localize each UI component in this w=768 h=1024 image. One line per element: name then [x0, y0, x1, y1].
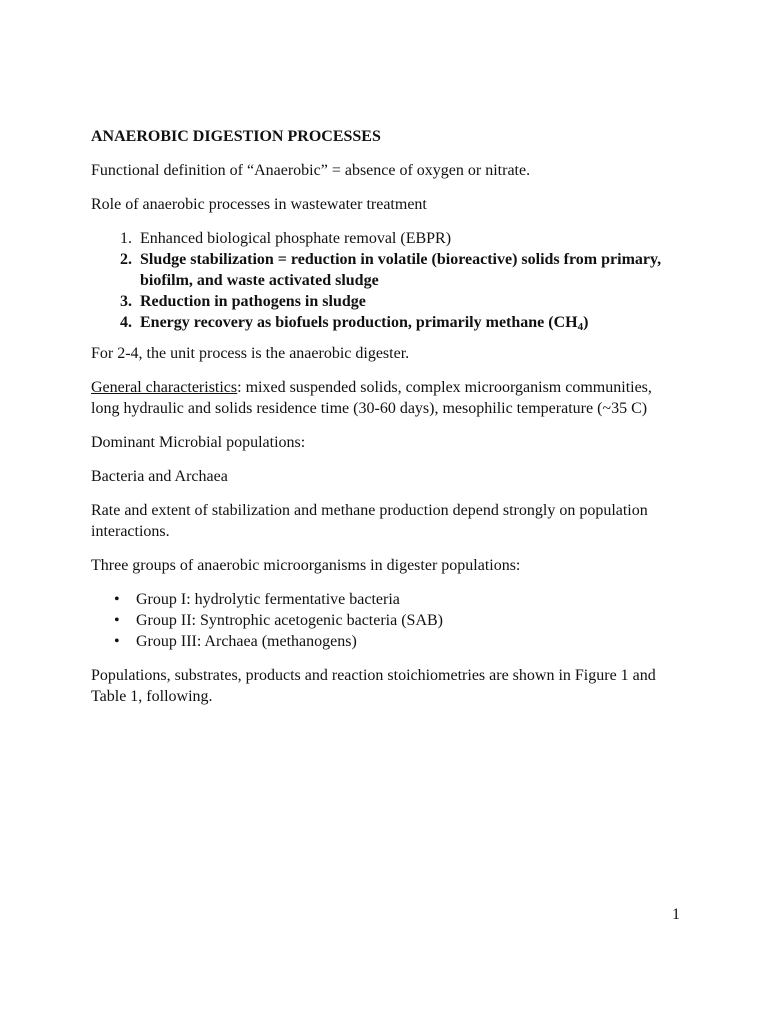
roles-list — [91, 228, 681, 333]
bullet-icon: • — [114, 612, 120, 629]
general-characteristics-paragraph — [91, 377, 681, 419]
groups-intro-paragraph: Three groups of anaerobic microorganisms in digester populations: — [91, 557, 521, 574]
bullet-icon: • — [114, 591, 120, 608]
roles-list-item: 2. Sludge stabilization = reduction in volatile (bioreactive) solids from primary, biofilm, and waste activated sludge — [136, 249, 681, 291]
groups-list-item: • Group II: Syntrophic acetogenic bacteria (SAB) — [114, 612, 444, 629]
closing-paragraph: Populations, substrates, products and reaction stoichiometries are shown in Figure 1 and Table 1, following. — [91, 667, 656, 705]
page-number: 1 — [672, 906, 680, 923]
unit-process-paragraph: For 2-4, the unit process is the anaerobic digester. — [91, 345, 410, 362]
domains-paragraph: Bacteria and Archaea — [91, 468, 228, 485]
roles-list-item: 1. Enhanced biological phosphate removal (EBPR) — [136, 228, 681, 249]
roles-list-item: 3. Reduction in pathogens in sludge — [136, 291, 681, 312]
definition-paragraph: Functional definition of “Anaerobic” = absence of oxygen or nitrate. — [91, 162, 531, 179]
general-characteristics-label: General characteristics — [91, 379, 238, 396]
section-heading: ANAEROBIC DIGESTION PROCESSES — [91, 128, 381, 145]
groups-list-item: • Group III: Archaea (methanogens) — [114, 633, 357, 650]
document-page — [91, 126, 681, 720]
bullet-icon: • — [114, 633, 120, 650]
subscript-4: 4 — [577, 321, 584, 333]
general-characteristics-text: : mixed suspended solids, complex microorganism communities, long hydraulic and solids residence time (30-60 days), mesophilic temperature (~35 C) — [91, 379, 652, 417]
roles-list-item: 4. Energy recovery as biofuels production, primarily methane $(CH_4)$ — [136, 312, 681, 333]
rate-paragraph: Rate and extent of stabilization and methane production depend strongly on population interactions. — [91, 502, 648, 540]
role-intro-paragraph: Role of anaerobic processes in wastewater treatment — [91, 196, 427, 213]
dominant-populations-paragraph: Dominant Microbial populations: — [91, 434, 306, 451]
groups-list-item: • Group I: hydrolytic fermentative bacteria — [114, 591, 400, 608]
groups-list — [91, 589, 681, 652]
